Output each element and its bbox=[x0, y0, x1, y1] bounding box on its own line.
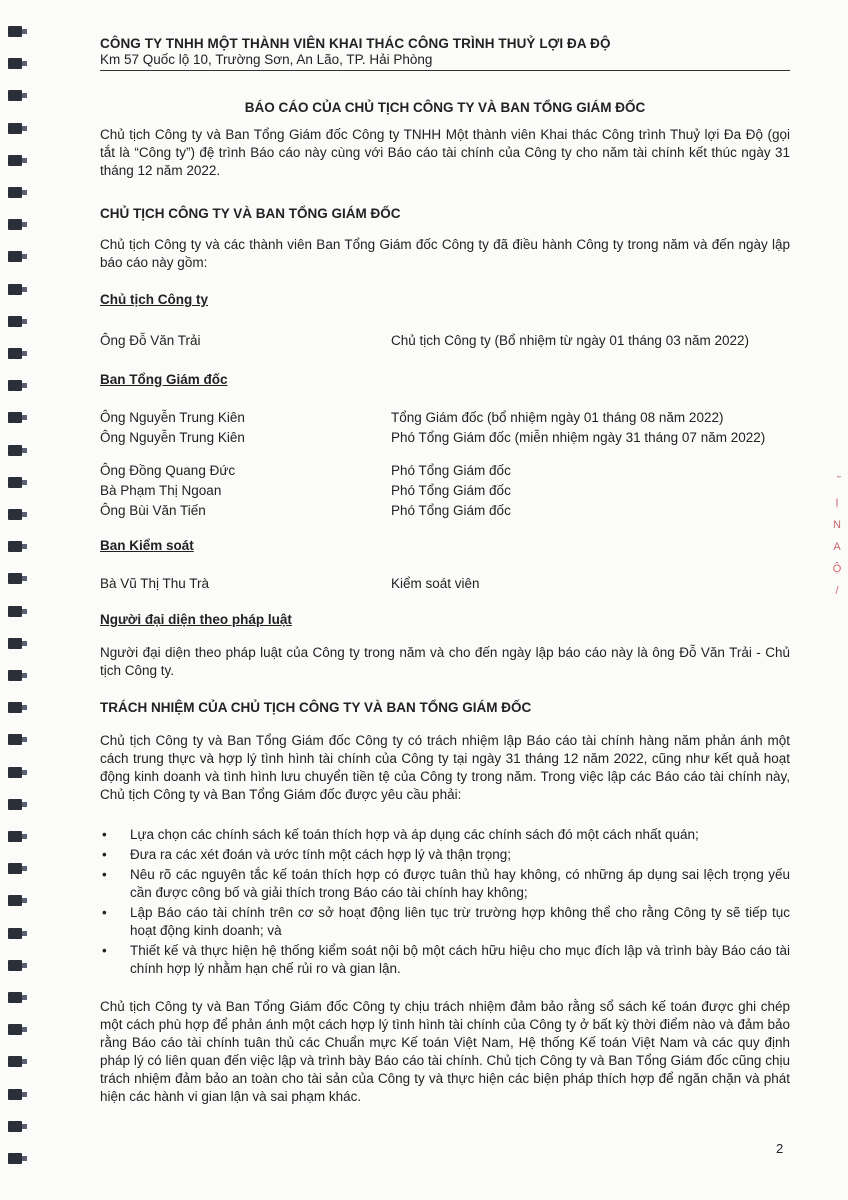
binding-ring bbox=[8, 348, 22, 359]
binding-ring bbox=[8, 767, 22, 778]
stamp-char: Ộ bbox=[832, 563, 842, 575]
person-name: Ông Bùi Văn Tiến bbox=[100, 503, 206, 518]
list-item: • Đưa ra các xét đoán và ước tính một cách hợp lý và thận trọng; bbox=[100, 846, 790, 864]
binding-ring bbox=[8, 702, 22, 713]
stamp-char: A bbox=[833, 541, 841, 553]
binding-ring bbox=[8, 187, 22, 198]
binding-ring bbox=[8, 895, 22, 906]
board-heading: Ban Tổng Giám đốc bbox=[100, 372, 228, 387]
chairman-heading: Chủ tịch Công ty bbox=[100, 292, 208, 307]
binding-ring bbox=[8, 219, 22, 230]
section-heading-responsibility: TRÁCH NHIỆM CỦA CHỦ TỊCH CÔNG TY VÀ BAN TỔNG GIÁM ĐỐC bbox=[100, 700, 532, 715]
stamp-fragment bbox=[830, 470, 844, 602]
binding-ring bbox=[8, 992, 22, 1003]
responsibility-paragraph: Chủ tịch Công ty và Ban Tổng Giám đốc Công ty có trách nhiệm lập Báo cáo tài chính hàng năm phản ánh một cách trung thực và hợp lý tình hình tài chính của Công ty tại ngày 31 tháng 12 năm 2022, cũng như kết quả hoạt động kinh doanh và tình hình lưu chuyển tiền tệ của Công ty trong năm. Trong việc lập các Báo cáo tài chính này, Chủ tịch Công ty và Ban Tổng Giám đốc được yêu cầu phải: bbox=[100, 733, 790, 802]
closing-paragraph: Chủ tịch Công ty và Ban Tổng Giám đốc Công ty chịu trách nhiệm đảm bảo rằng sổ sách kế toán được ghi chép một cách phù hợp để phản ánh một cách hợp lý tình hình tài chính của Công ty ở bất kỳ thời điểm nào và đảm bảo rằng Báo cáo tài chính tuân thủ các Chuẩn mực Kế toán Việt Nam, Hệ thống Kế toán Việt Nam và các quy định pháp lý có liên quan đến việc lập và trình bày Báo cáo tài chính. Chủ tịch Công ty và Ban Tổng Giám đốc cũng chịu trách nhiệm đảm bảo an toàn cho tài sản của Công ty và thực hiện các biện pháp thích hợp để ngăn chặn và phát hiện các hành vi gian lận và sai phạm khác. bbox=[100, 999, 790, 1104]
binding-ring bbox=[8, 928, 22, 939]
company-address: Km 57 Quốc lộ 10, Trường Sơn, An Lão, TP. Hải Phòng bbox=[100, 52, 433, 67]
binding-ring bbox=[8, 606, 22, 617]
person-name: Bà Vũ Thị Thu Trà bbox=[100, 576, 210, 591]
binding-ring bbox=[8, 509, 22, 520]
list-item: • Nêu rõ các nguyên tắc kế toán thích hợp có được tuân thủ hay không, có những áp dụng sai lệch trọng yếu cần được công bố và giải thích trong Báo cáo tài chính hay không; bbox=[100, 866, 790, 902]
binding-ring bbox=[8, 863, 22, 874]
binding-ring bbox=[8, 734, 22, 745]
stamp-char bbox=[830, 470, 844, 492]
binding-ring bbox=[8, 26, 22, 37]
binding-ring bbox=[8, 1089, 22, 1100]
binding-ring bbox=[8, 123, 22, 134]
management-paragraph: Chủ tịch Công ty và các thành viên Ban Tổng Giám đốc Công ty đã điều hành Công ty trong năm và đến ngày lập báo cáo này gồm: bbox=[100, 237, 790, 270]
person-position: Chủ tịch Công ty (Bổ nhiệm từ ngày 01 tháng 03 năm 2022) bbox=[391, 333, 750, 348]
binding-ring bbox=[8, 412, 22, 423]
binding-ring bbox=[8, 573, 22, 584]
person-position: Phó Tổng Giám đốc (miễn nhiệm ngày 31 tháng 07 năm 2022) bbox=[391, 430, 766, 445]
binding-ring bbox=[8, 58, 22, 69]
list-item: • Thiết kế và thực hiện hệ thống kiểm soát nội bộ một cách hữu hiệu cho mục đích lập và trình bày Báo cáo tài chính hợp lý nhằm hạn chế rủi ro và gian lận. bbox=[100, 942, 790, 978]
header-rule bbox=[100, 70, 790, 71]
report-page bbox=[100, 36, 790, 1104]
person-name: Ông Đồng Quang Đức bbox=[100, 463, 236, 478]
stamp-char: Ị bbox=[835, 497, 839, 509]
stamp-char: N bbox=[833, 519, 841, 531]
binding-ring bbox=[8, 251, 22, 262]
binding-ring bbox=[8, 284, 22, 295]
binding-ring bbox=[8, 670, 22, 681]
binding-ring bbox=[8, 799, 22, 810]
binding-ring bbox=[8, 831, 22, 842]
section-heading-management: CHỦ TỊCH CÔNG TY VÀ BAN TỔNG GIÁM ĐỐC bbox=[100, 206, 401, 221]
person-name: Ông Nguyễn Trung Kiên bbox=[100, 430, 245, 445]
binding-ring bbox=[8, 155, 22, 166]
binding-ring bbox=[8, 380, 22, 391]
person-name: Ông Nguyễn Trung Kiên bbox=[100, 410, 245, 425]
supervisory-heading: Ban Kiểm soát bbox=[100, 538, 194, 553]
list-item: • Lựa chọn các chính sách kế toán thích hợp và áp dụng các chính sách đó một cách nhất quán; bbox=[100, 826, 790, 844]
binding-ring bbox=[8, 960, 22, 971]
list-item: • Lập Báo cáo tài chính trên cơ sở hoạt động liên tục trừ trường hợp không thể cho rằng Công ty sẽ tiếp tục hoạt động kinh doanh; và bbox=[100, 904, 790, 940]
binding-ring bbox=[8, 1153, 22, 1164]
intro-paragraph: Chủ tịch Công ty và Ban Tổng Giám đốc Công ty TNHH Một thành viên Khai thác Công trình Thuỷ lợi Đa Độ (gọi tắt là “Công ty”) đệ trình Báo cáo này cùng với Báo cáo tài chính của Công ty cho năm tài chính kết thúc ngày 31 tháng 12 năm 2022. bbox=[100, 127, 790, 178]
person-name: Ông Đỗ Văn Trải bbox=[100, 333, 201, 348]
binding-ring bbox=[8, 1121, 22, 1132]
person-position: Phó Tổng Giám đốc bbox=[391, 463, 511, 478]
binding-ring bbox=[8, 1056, 22, 1067]
person-position: Kiểm soát viên bbox=[391, 576, 480, 591]
binding-ring bbox=[8, 90, 22, 101]
person-name: Bà Phạm Thị Ngoan bbox=[100, 483, 222, 498]
legal-rep-paragraph: Người đại diện theo pháp luật của Công ty trong năm và cho đến ngày lập báo cáo này là ông Đỗ Văn Trải - Chủ tịch Công ty. bbox=[100, 645, 790, 678]
binding-ring bbox=[8, 638, 22, 649]
binding-ring bbox=[8, 541, 22, 552]
legal-rep-heading: Người đại diện theo pháp luật bbox=[100, 612, 292, 627]
requirements-list bbox=[100, 826, 790, 978]
binding-ring bbox=[8, 445, 22, 456]
person-position: Phó Tổng Giám đốc bbox=[391, 483, 511, 498]
binding-ring bbox=[8, 1024, 22, 1035]
person-position: Phó Tổng Giám đốc bbox=[391, 503, 511, 518]
person-position: Tổng Giám đốc (bổ nhiệm ngày 01 tháng 08 năm 2022) bbox=[391, 410, 724, 425]
binding-ring bbox=[8, 477, 22, 488]
binding-ring bbox=[8, 316, 22, 327]
company-name: CÔNG TY TNHH MỘT THÀNH VIÊN KHAI THÁC CÔNG TRÌNH THUỶ LỢI ĐA ĐỘ bbox=[100, 36, 611, 51]
stamp-char: / bbox=[835, 585, 839, 597]
page-number: 2 bbox=[776, 1141, 784, 1156]
report-title: BÁO CÁO CỦA CHỦ TỊCH CÔNG TY VÀ BAN TỔNG GIÁM ĐỐC bbox=[244, 100, 646, 115]
